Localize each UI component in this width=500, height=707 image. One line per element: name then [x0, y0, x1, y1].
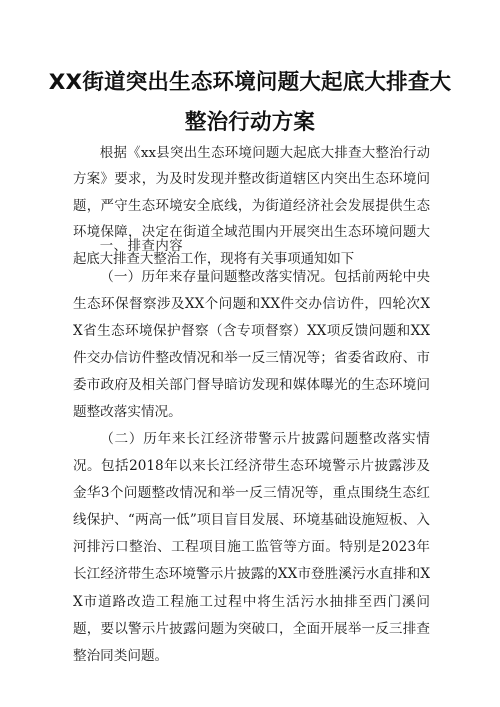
- item-2-paragraph: （二）历年来长江经济带警示片披露问题整改落实情况。包括2018年以来长江经济带生态环境警示片披露涉及金华3个问题整改情况和举一反三情况等，重点围绕生态红线保护、“两高一低”项目盲目发展、环境基础设施短板、入河排污口整治、工程项目施工监管等方面。特别是2023年长江经济带生态环境警示片披露的XX市登胜溪污水直排和XX市道路改造工程施工过程中将生活污水抽排至西门溪问题，要以警示片披露问题为突破口，全面开展举一反三排查整治同类问题。: [73, 431, 430, 664]
- document-title-line-1: XX街道突出生态环境问题大起底大排查大: [48, 70, 452, 95]
- section-heading-1: 一、排查内容: [99, 239, 184, 254]
- item-1-paragraph: （一）历年来存量问题整改落实情况。包括前两轮中央生态环保督察涉及XX个问题和XX件交办信访件，四轮次XX省生态环境保护督察（含专项督察）XX项反馈问题和XX件交办信访件整改情况和举一反三情况等；省委省政府、市委市政府及相关部门督导暗访发现和媒体曝光的生态环境问题整改落实情况。: [73, 269, 430, 420]
- document-title-line-2: 整治行动方案: [184, 110, 316, 135]
- intro-paragraph: 根据《xx县突出生态环境问题大起底大排查大整治行动方案》要求，为及时发现并整改街道辖区内突出生态环境问题，严守生态环境安全底线，为街道经济社会发展提供生态环境保障，决定在街道全域范围内开展突出生态环境问题大起底大排查大整治工作，现将有关事项通知如下: [73, 146, 430, 267]
